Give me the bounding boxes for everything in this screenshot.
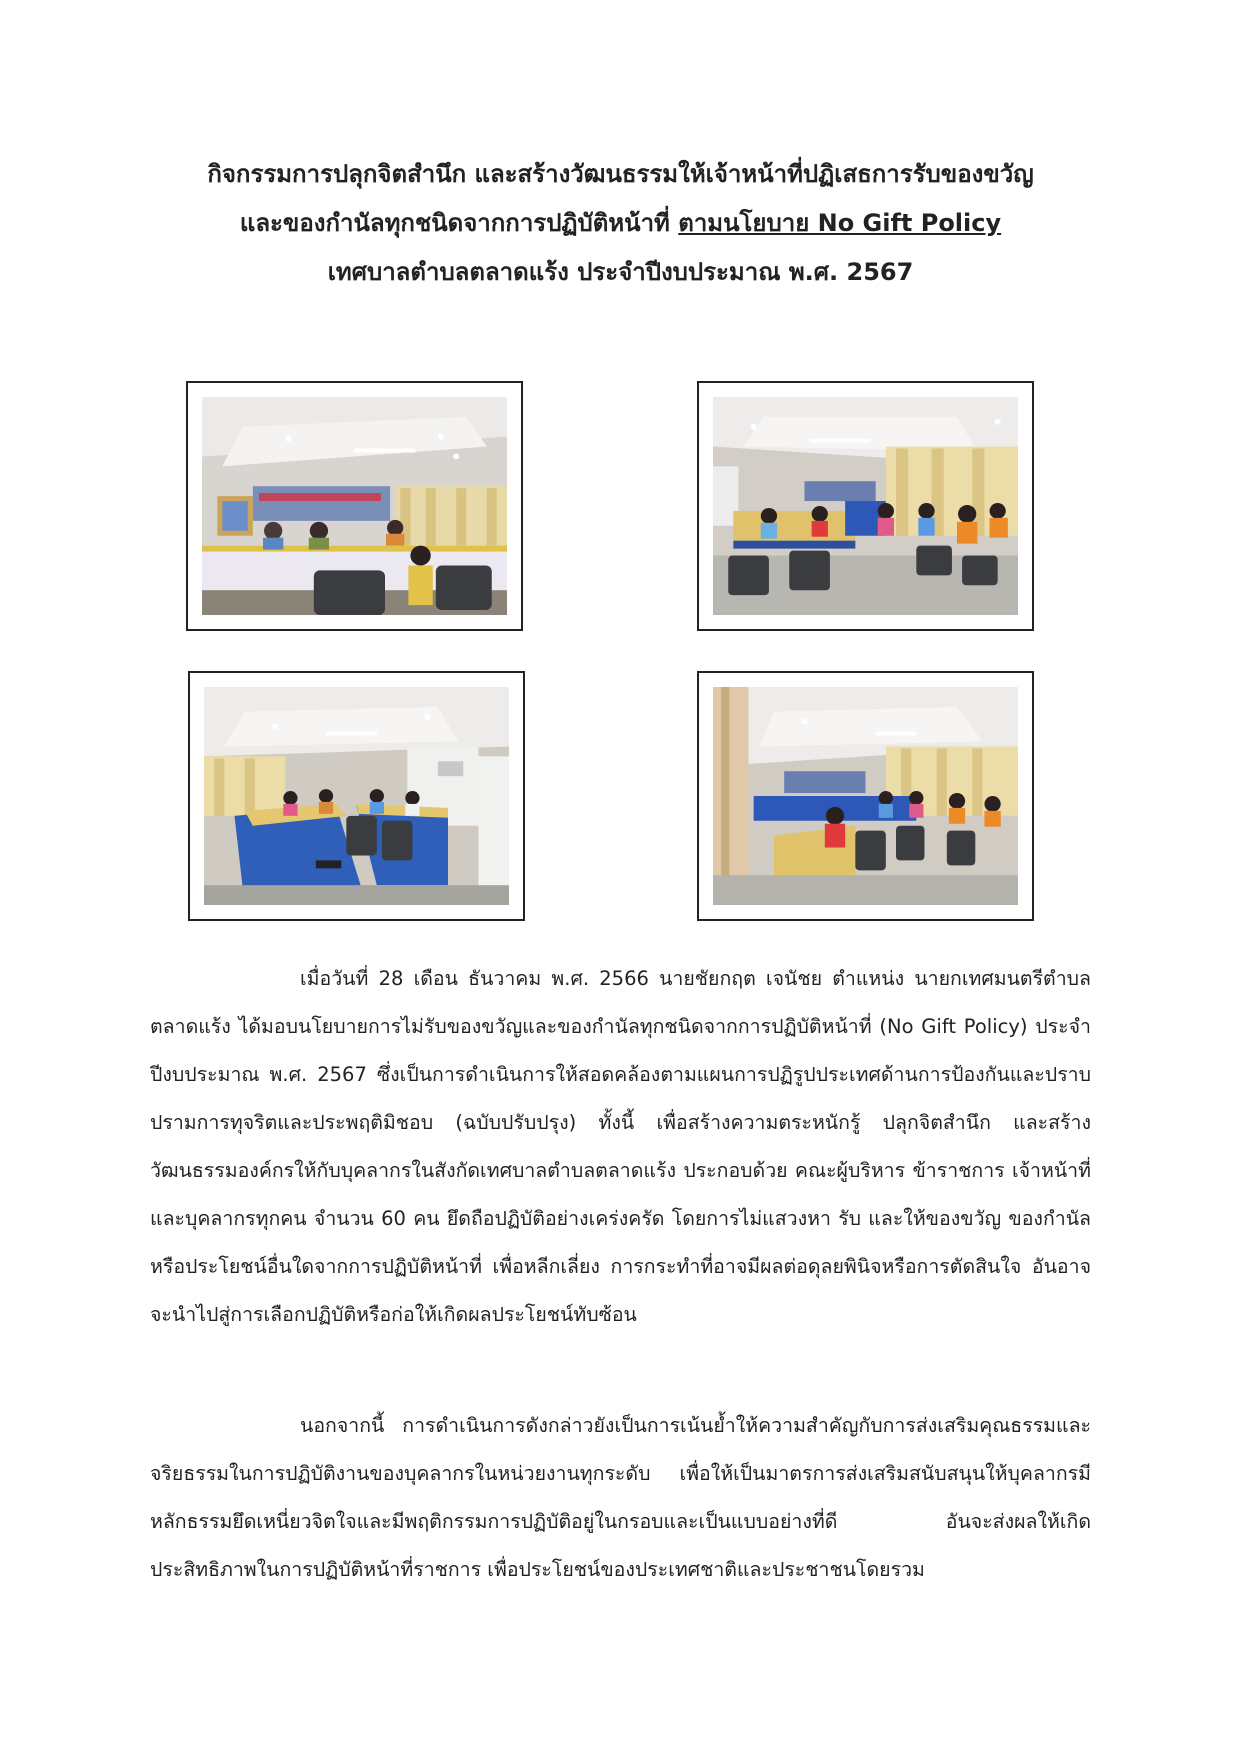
meeting-photo-audience-wide (697, 671, 1034, 921)
meeting-photo-head-table (186, 381, 523, 631)
meeting-photo-audience-right (697, 381, 1034, 631)
title-policy-name: ตามนโยบาย No Gift Policy (678, 209, 1002, 237)
title-line-3: เทศบาลตำบลตลาดแร้ง ประจำปีงบประมาณ พ.ศ. 2567 (327, 258, 914, 286)
meeting-photo-audience-left (188, 671, 525, 921)
title-line-2-prefix: และของกำนัลทุกชนิดจากการปฏิบัติหน้าที่ (239, 209, 679, 237)
paragraph-text: นอกจากนี้ การดำเนินการดังกล่าวยังเป็นการเน้นย้ำให้ความสำคัญกับการส่งเสริมคุณธรรมและจริยธรรมในการปฏิบัติงานของบุคลากรในหน่วยงานทุกระดับ เพื่อให้เป็นมาตรการส่งเสริมสนับสนุนให้บุคลากรมีหลักธรรมยึดเหนี่ยวจิตใจและมีพฤติกรรมการปฏิบัติอยู่ในกรอบและเป็นแบบอย่างที่ดี อันจะส่งผลให้เกิดประสิทธิภาพในการปฏิบัติหน้าที่ราชการ เพื่อประโยชน์ของประเทศชาติและประชาชนโดยรวม (150, 1414, 1091, 1581)
body-paragraph-2 (150, 1402, 1091, 1594)
paragraph-text: เมื่อวันที่ 28 เดือน ธันวาคม พ.ศ. 2566 นายชัยกฤต เจนัชย ตำแหน่ง นายกเทศมนตรีตำบลตลาดแร้ง ได้มอบนโยบายการไม่รับของขวัญและของกำนัลทุกชนิดจากการปฏิบัติหน้าที่ (No Gift Policy) ประจำปีงบประมาณ พ.ศ. 2567 ซึ่งเป็นการดำเนินการให้สอดคล้องตามแผนการปฏิรูปประเทศด้านการป้องกันและปราบปรามการทุจริตและประพฤติมิชอบ (ฉบับปรับปรุง) ทั้งนี้ เพื่อสร้างความตระหนักรู้ ปลุกจิตสำนึก และสร้างวัฒนธรรมองค์กรให้กับบุคลากรในสังกัดเทศบาลตำบลตลาดแร้ง ประกอบด้วย คณะผู้บริหาร ข้าราชการ เจ้าหน้าที่ และบุคลากรทุกคน จำนวน 60 คน ยึดถือปฏิบัติอย่างเคร่งครัด โดยการไม่แสวงหา รับ และให้ของขวัญ ของกำนัล หรือประโยชน์อื่นใดจากการปฏิบัติหน้าที่ เพื่อหลีกเลี่ยง การกระทำที่อาจมีผลต่อดุลยพินิจหรือการตัดสินใจ อันอาจจะนำไปสู่การเลือกปฏิบัติหรือก่อให้เกิดผลประโยชน์ทับซ้อน (150, 967, 1091, 1326)
document-title (0, 150, 1241, 297)
title-line-2 (0, 199, 1241, 248)
title-line-1: กิจกรรมการปลุกจิตสำนึก และสร้างวัฒนธรรมให้เจ้าหน้าที่ปฏิเสธการรับของขวัญ (207, 160, 1034, 188)
body-paragraph-1 (150, 955, 1091, 1339)
